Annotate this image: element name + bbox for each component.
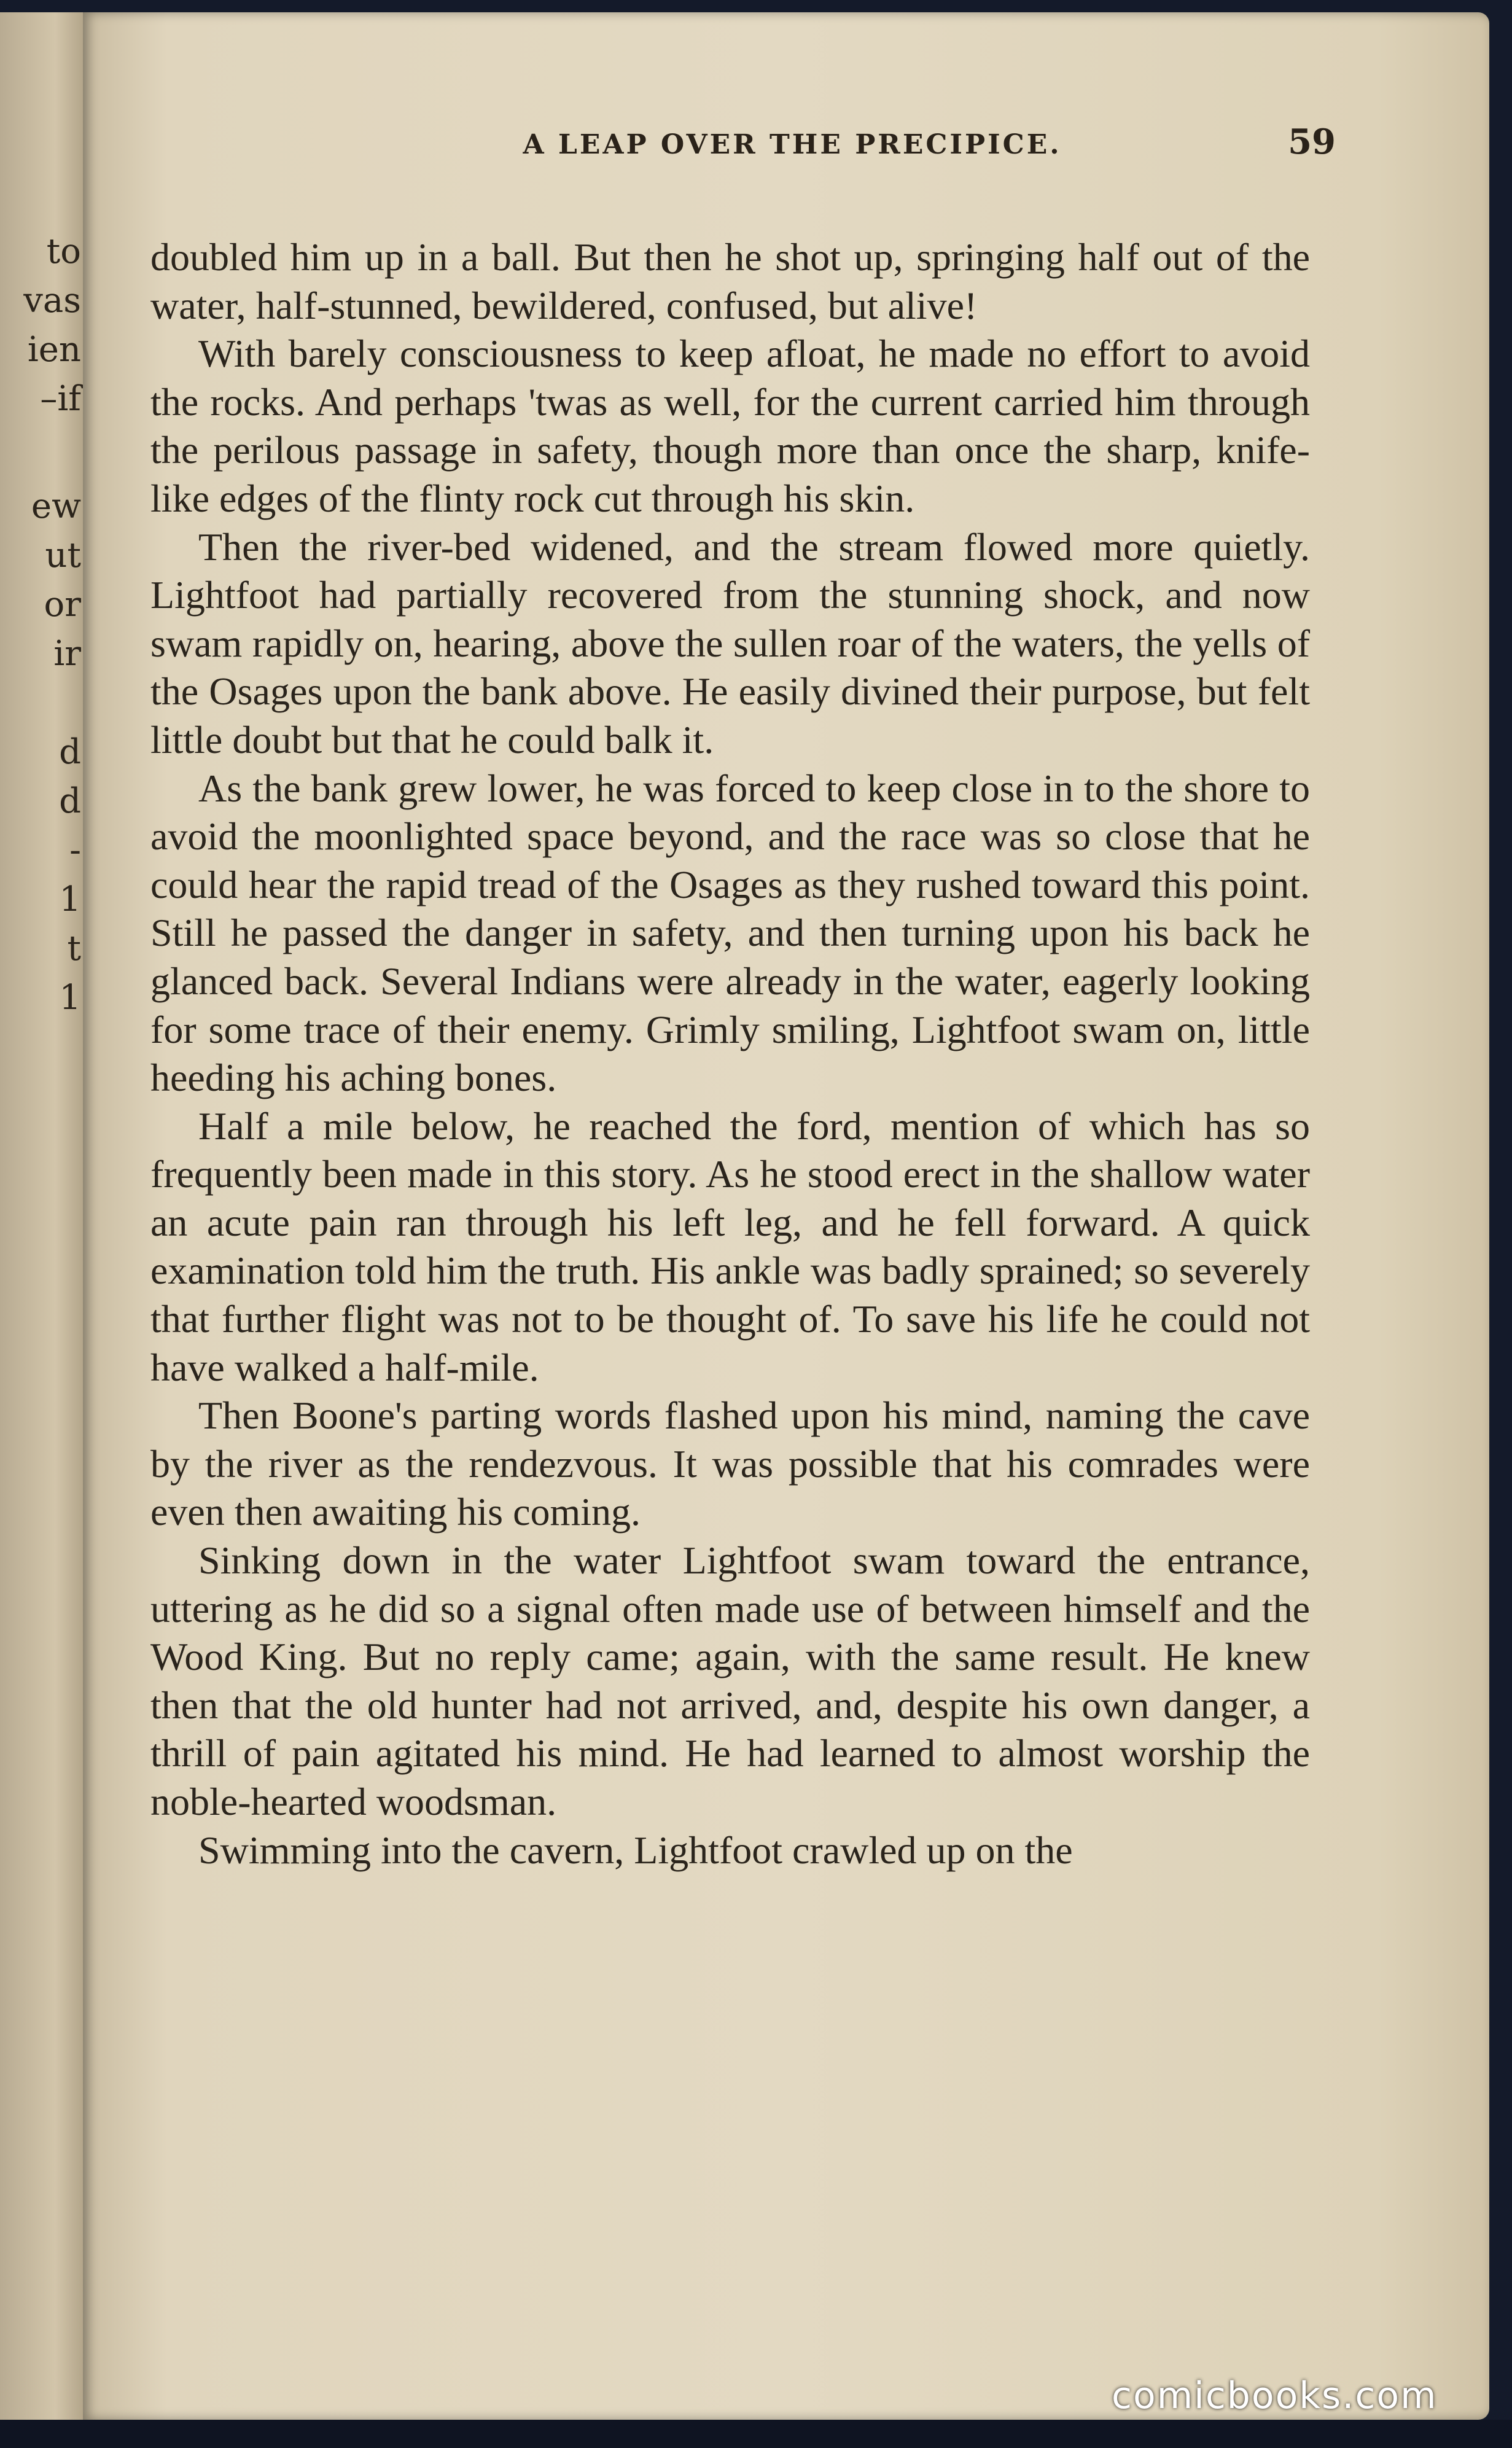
left-page-fragment: - xyxy=(69,830,81,870)
running-head: A LEAP OVER THE PRECIPICE. xyxy=(523,129,1062,160)
body-text xyxy=(150,233,1310,1874)
left-page-fragment: 1 xyxy=(59,978,81,1018)
paragraph: Then the river-bed widened, and the stream flowed more quietly. Lightfoot had partially recovered from the stunning shock, and now swam rapidly on, hearing, above the sullen roar of the waters, the yells of the Osages upon the bank above. He easily divined their purpose, but felt little doubt but that he could balk it. xyxy=(150,524,1310,762)
watermark: comicbooks.com xyxy=(1112,2374,1438,2417)
paragraph: Half a mile below, he reached the ford, mention of which has so frequently been made in this story. As he stood erect in the shallow water an acute pain ran through his left leg, and he fell forward. A quick examination told him the truth. His ankle was badly sprained; so severely that further flight was not to be thought of. To save his life he could not have walked a half-mile. xyxy=(150,1104,1310,1389)
page-number: 59 xyxy=(1288,122,1336,162)
left-page-fragment: t xyxy=(67,929,81,969)
left-page-fragment: –if xyxy=(40,379,81,419)
left-page-edge xyxy=(0,12,96,2420)
paragraph: Swimming into the cavern, Lightfoot crawled up on the xyxy=(198,1828,1073,1872)
paragraph: As the bank grew lower, he was forced to keep close in to the shore to avoid the moonlighted space beyond, and the race was so close that he could hear the rapid tread of the Osages as they rushed toward this point. Still he passed the danger in safety, and then turning upon his back he glanced back. Several Indians were already in the water, eagerly looking for some trace of their enemy. Grimly smiling, Lightfoot swam on, little heeding his aching bones. xyxy=(150,766,1310,1100)
left-page-fragment: to xyxy=(46,232,81,271)
book-page xyxy=(83,12,1489,2420)
paragraph: With barely consciousness to keep afloat, he made no effort to avoid the rocks. And perhaps 'twas as well, for the current carried him through the perilous passage in safety, though more than once the sharp, knife-like edges of the flinty rock cut through his skin. xyxy=(150,332,1310,520)
paragraph: Then Boone's parting words flashed upon his mind, naming the cave by the river as the rendezvous. It was possible that his comrades were even then awaiting his coming. xyxy=(150,1394,1310,1534)
left-page-fragment: or xyxy=(44,585,81,625)
left-page-fragment: d xyxy=(59,781,81,821)
left-page-fragment: ir xyxy=(53,634,81,674)
paragraph: doubled him up in a ball. But then he shot up, springing half out of the water, half-stunned, bewildered, confused, but alive! xyxy=(150,235,1310,327)
left-page-fragment: ut xyxy=(45,536,81,575)
left-page-fragment: d xyxy=(59,732,81,772)
left-page-fragment: ien xyxy=(27,330,81,370)
left-page-fragment: vas xyxy=(23,281,81,321)
paragraph: Sinking down in the water Lightfoot swam toward the entrance, uttering as he did so a signal often made use of between himself and the Wood King. But no reply came; again, with the same result. He knew then that the old hunter had not arrived, and, despite his own danger, a thrill of pain agitated his mind. He had learned to almost worship the noble-hearted woodsman. xyxy=(150,1538,1310,1823)
scanner-background xyxy=(0,2420,1512,2448)
left-page-fragment: 1 xyxy=(59,879,81,919)
left-page-fragment: ew xyxy=(31,486,81,526)
